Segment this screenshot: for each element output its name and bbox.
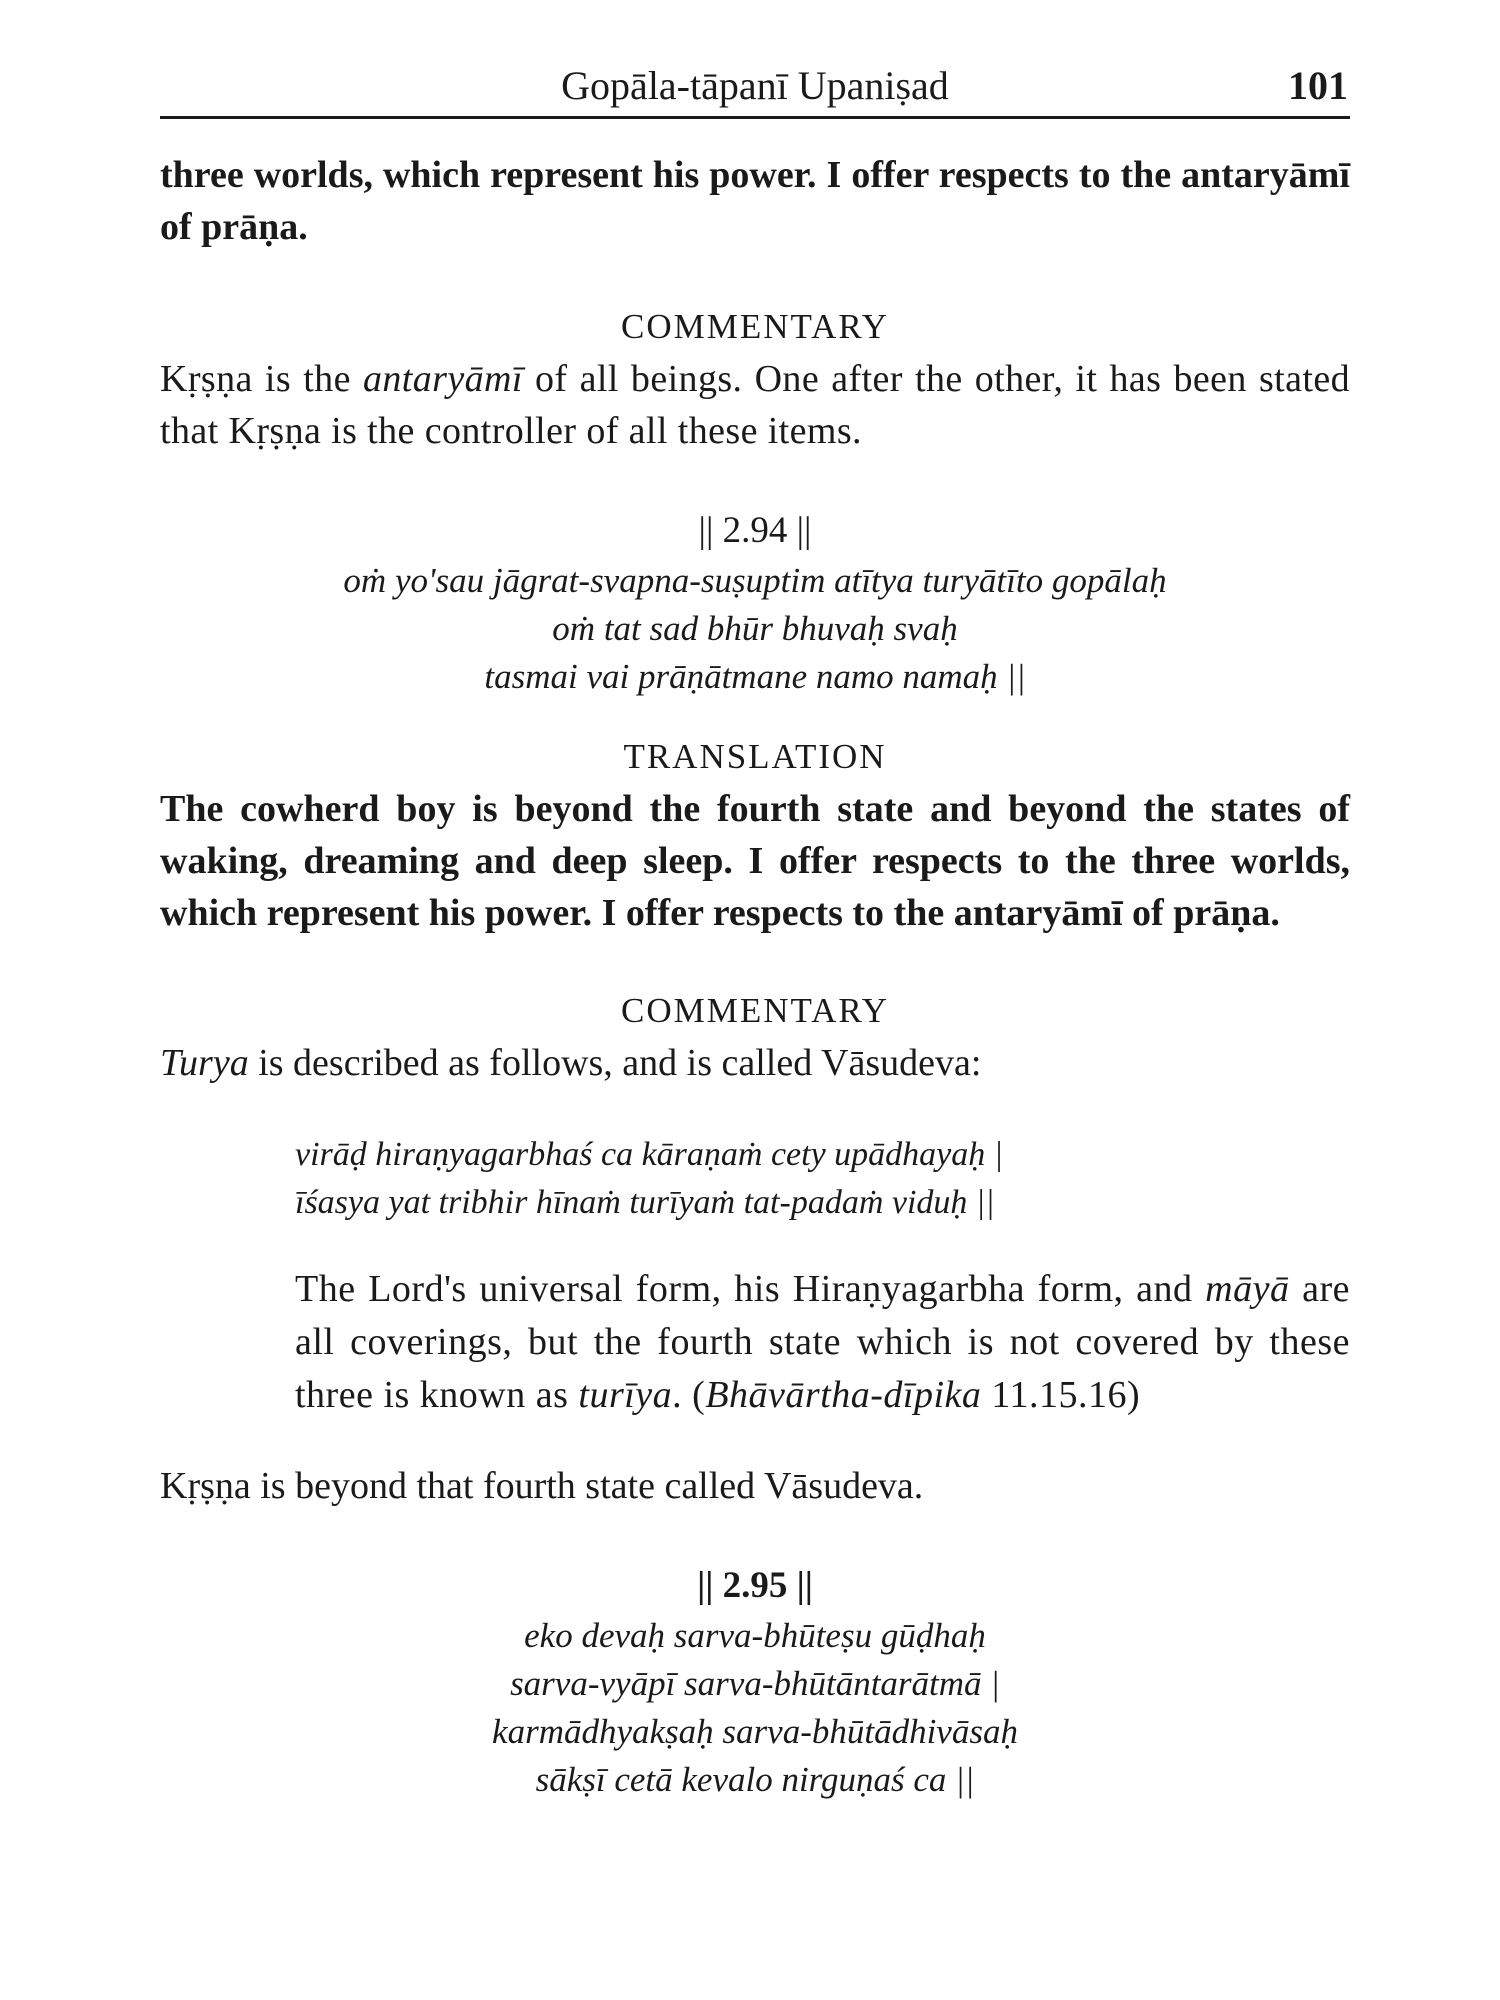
commentary-heading-1: COMMENTARY [620, 307, 890, 346]
verse-2-95-line-3: karmādhyakṣaḥ sarva-bhūtādhivāsaḥ [492, 1712, 1018, 1751]
verse-2-94 [160, 557, 1350, 701]
translation-paragraph: The cowherd boy is beyond the fourth state and beyond the states of waking, dreaming and deep sleep. I offer respects to the three worlds, which represent his power. I offer respects to the antaryāmī of prāṇa. [160, 788, 1350, 934]
verse-2-95-line-4: sākṣī cetā kevalo nirguṇaś ca || [535, 1760, 975, 1799]
quote-term-turiya: turīya [578, 1374, 673, 1416]
book-page [160, 60, 1350, 1804]
verse-2-95-line-1: eko devaḥ sarva-bhūteṣu gūḍhaḥ [524, 1616, 986, 1655]
commentary-1-part2: of all beings. One after the other, it has been stated that Kṛṣṇa is the controller of all these items. [160, 358, 1350, 452]
continued-translation: three worlds, which represent his power. I offer respects to the antaryāmī of prāṇa. [160, 154, 1350, 248]
verse-2-94-line-1: oṁ yo'sau jāgrat-svapna-suṣuptim atītya turyātīto gopālaḥ [343, 561, 1167, 600]
commentary-paragraph-2 [160, 1037, 1350, 1089]
translation-heading: TRANSLATION [623, 737, 887, 776]
verse-2-94-line-2: oṁ tat sad bhūr bhuvaḥ svaḥ [552, 609, 958, 648]
quote-translation-part1: The Lord's universal form, his Hiraṇyagarbha form, and [295, 1268, 1206, 1310]
quotation-block [295, 1131, 1350, 1422]
quoted-verse [295, 1131, 1350, 1227]
quote-translation-part3: . ( [672, 1374, 706, 1416]
verse-2-95 [160, 1612, 1350, 1804]
commentary-2-term: Turya [160, 1042, 249, 1084]
quote-source-title: Bhāvārtha-dīpika [705, 1374, 982, 1416]
quote-term-maya: māyā [1205, 1268, 1290, 1310]
page-number: 101 [1288, 63, 1348, 108]
quote-translation-part2: are all coverings, but the fourth state which is not covered by these three is known as [295, 1268, 1350, 1416]
quote-source-reference: 11.15.16) [981, 1374, 1141, 1416]
running-header [160, 60, 1350, 119]
running-title: Gopāla-tāpanī Upaniṣad [561, 63, 949, 108]
quoted-verse-line-2: īśasya yat tribhir hīnaṁ turīyaṁ tat-padaṁ viduḥ || [295, 1184, 995, 1221]
verse-2-95-line-2: sarva-vyāpī sarva-bhūtāntarātmā | [510, 1664, 1000, 1703]
quoted-verse-translation [295, 1263, 1350, 1422]
verse-number-2-94: || 2.94 || [698, 510, 812, 551]
commentary-conclusion: Kṛṣṇa is beyond that fourth state called Vāsudeva. [160, 1465, 924, 1507]
verse-2-94-line-3: tasmai vai prāṇātmane namo namaḥ || [484, 657, 1026, 696]
commentary-heading-2: COMMENTARY [620, 991, 890, 1030]
quoted-verse-line-1: virāḍ hiraṇyagarbhaś ca kāraṇaṁ cety upādhayaḥ | [295, 1136, 1004, 1173]
verse-number-2-95: || 2.95 || [697, 1565, 813, 1606]
commentary-paragraph-1 [160, 353, 1350, 457]
commentary-2-intro: is described as follows, and is called Vāsudeva: [248, 1042, 982, 1084]
commentary-1-term: antaryāmī [363, 358, 523, 400]
commentary-1-part1: Kṛṣṇa is the [160, 358, 363, 400]
